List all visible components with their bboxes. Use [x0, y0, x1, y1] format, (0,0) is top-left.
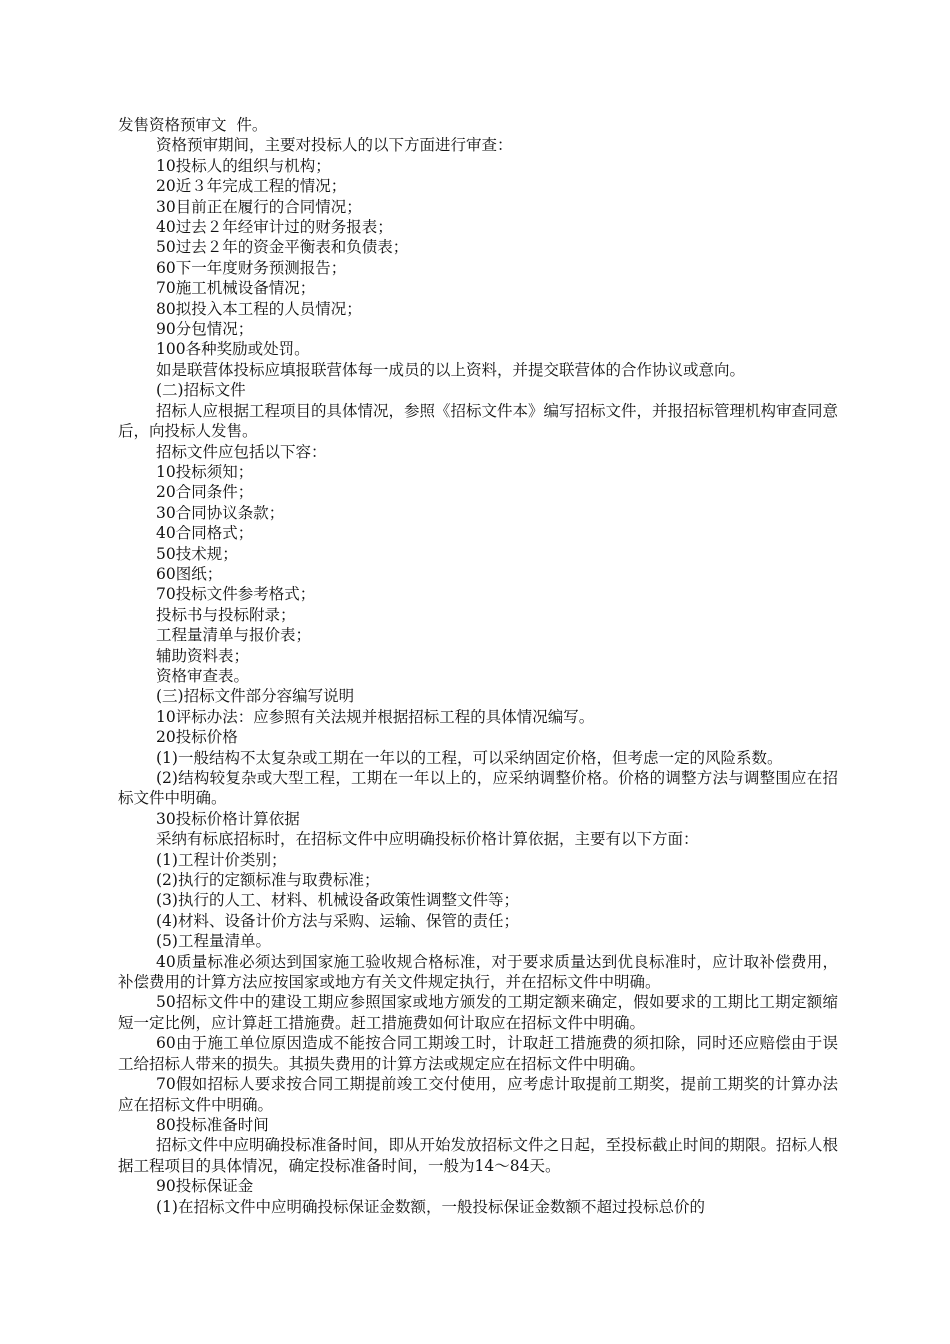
paragraph: 80投标准备时间	[156, 1115, 269, 1134]
paragraph: 40质量标准必须达到国家施工验收规合格标准，对于要求质量达到优良标准时，应计取补偿费用，补偿费用的计算方法应按国家或地方有关文件规定执行，并在招标文件中明确。	[118, 952, 838, 992]
paragraph: 70投标文件参考格式；	[156, 585, 316, 604]
paragraph: (1)一般结构不太复杂或工期在一年以的工程，可以采纳固定价格，但考虑一定的风险系数。	[156, 748, 783, 767]
paragraph: 招标文件中应明确投标准备时间，即从开始发放招标文件之日起，至投标截止时间的期限。招标人根据工程项目的具体情况，确定投标准备时间，一般为14～84天。	[118, 1136, 839, 1175]
paragraph: 60下一年度财务预测报告；	[156, 258, 347, 277]
paragraph: 30投标价格计算依据	[156, 809, 300, 828]
paragraph: (1)在招标文件中应明确投标保证金数额，一般投标保证金数额不超过投标总价的	[156, 1197, 705, 1216]
paragraph: 50技术规；	[156, 544, 238, 563]
paragraph: 投标书与投标附录；	[156, 605, 296, 624]
paragraph: 40合同格式；	[156, 524, 254, 543]
paragraph: 20合同条件；	[156, 483, 254, 502]
paragraph: 资格审查表。	[156, 666, 250, 685]
paragraph: 10投标须知；	[156, 462, 254, 481]
paragraph: (三)招标文件部分容编写说明	[156, 687, 355, 706]
paragraph: 工程量清单与报价表；	[156, 626, 312, 645]
paragraph: 20近３年完成工程的情况；	[156, 177, 347, 196]
paragraph: (2)执行的定额标准与取费标准；	[156, 871, 380, 890]
paragraph: 采纳有标底招标时，在招标文件中应明确投标价格计算依据，主要有以下方面：	[156, 830, 699, 849]
paragraph: 70施工机械设备情况；	[156, 279, 316, 298]
paragraph: 资格预审期间，主要对投标人的以下方面进行审查：	[156, 136, 513, 155]
paragraph: 10投标人的组织与机构；	[156, 156, 331, 175]
paragraph: 40过去２年经审计过的财务报表；	[156, 218, 393, 237]
paragraph: 如是联营体投标应填报联营体每一成员的以上资料，并提交联营体的合作协议或意向。	[156, 360, 746, 379]
paragraph: (2)结构较复杂或大型工程，工期在一年以上的，应采纳调整价格。价格的调整方法与调整围应在招标文件中明确。	[118, 769, 838, 808]
paragraph: 70假如招标人要求按合同工期提前竣工交付使用，应考虑计取提前工期奖，提前工期奖的计算办法应在招标文件中明确。	[118, 1075, 838, 1114]
paragraph: 100各种奖励或处罚。	[156, 340, 310, 359]
paragraph: 30目前正在履行的合同情况；	[156, 197, 362, 216]
paragraph: 80拟投入本工程的人员情况；	[156, 299, 362, 318]
paragraph: 20投标价格	[156, 728, 238, 747]
document-page	[118, 115, 838, 1217]
paragraph: (3)执行的人工、材料、机械设备政策性调整文件等；	[156, 891, 519, 910]
paragraph: 90投标保证金	[156, 1177, 254, 1196]
paragraph: 10评标办法：应参照有关法规并根据招标工程的具体情况编写。	[156, 707, 595, 726]
paragraph: 招标人应根据工程项目的具体情况，参照《招标文件本》编写招标文件，并报招标管理机构审查同意后，向投标人发售。	[118, 401, 839, 441]
paragraph: (二)招标文件	[156, 381, 246, 400]
paragraph: 50过去２年的资金平衡表和负债表；	[156, 238, 409, 257]
paragraph: 发售资格预审文 件。	[118, 116, 268, 134]
paragraph: (1)工程计价类别；	[156, 850, 287, 869]
paragraph: (4)材料、设备计价方法与采购、运输、保管的责任；	[156, 911, 519, 930]
paragraph: (5)工程量清单。	[156, 932, 271, 951]
paragraph: 50招标文件中的建设工期应参照国家或地方颁发的工期定额来确定，假如要求的工期比工期定额缩短一定比例，应计算赶工措施费。赶工措施费如何计取应在招标文件中明确。	[118, 993, 838, 1032]
paragraph: 招标文件应包括以下容：	[156, 442, 327, 461]
paragraph: 60由于施工单位原因造成不能按合同工期竣工时，计取赶工措施费的须扣除，同时还应赔偿由于误工给招标人带来的损失。其损失费用的计算方法或规定应在招标文件中明确。	[118, 1034, 838, 1073]
paragraph: 60图纸；	[156, 564, 223, 583]
paragraph: 90分包情况；	[156, 320, 254, 339]
paragraph: 辅助资料表；	[156, 646, 250, 665]
paragraph: 30合同协议条款；	[156, 503, 285, 522]
